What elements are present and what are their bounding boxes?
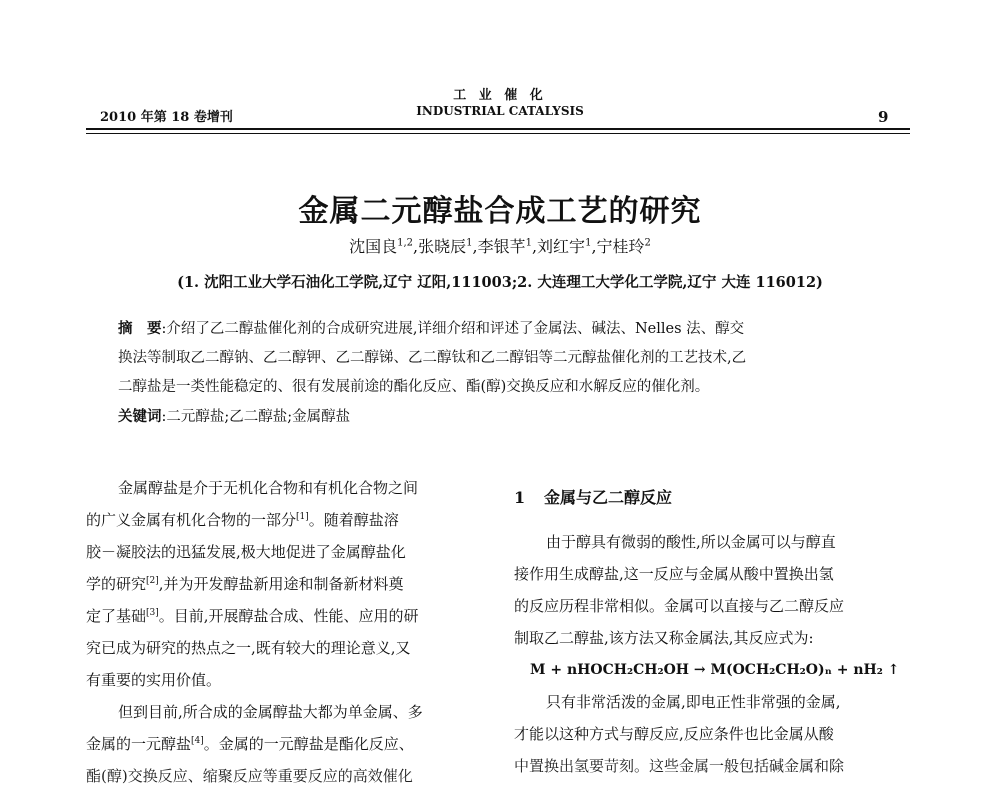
journal-name-cn: 工 业 催 化 [453, 88, 547, 103]
abstract [118, 314, 888, 432]
body-line: 的广义金属有机化合物的一部分[1]。随着醇盐溶 [86, 511, 399, 529]
citation: [2] [146, 576, 159, 586]
journal-issue: 2010 年第 18 卷增刊 [100, 110, 233, 125]
body-line: 定了基础[3]。目前,开展醇盐合成、性能、应用的研 [86, 607, 419, 625]
author-name: 刘红宇 [537, 237, 586, 256]
keywords-label: 关键词 [118, 408, 162, 425]
abstract-label: 摘 要 [118, 320, 162, 337]
body-line: 胶－凝胶法的迅猛发展,极大地促进了金属醇盐化 [86, 543, 406, 561]
journal-header [0, 88, 1000, 118]
body-line: 中置换出氢要苛刻。这些金属一般包括碱金属和除 [514, 757, 845, 775]
body-line: 制取乙二醇盐,该方法又称金属法,其反应式为: [514, 629, 814, 647]
section-title: 金属与乙二醇反应 [544, 488, 673, 507]
body-line: 学的研究[2],并为开发醇盐新用途和制备新材料奠 [86, 575, 404, 593]
author-affil-mark: 1,2 [397, 237, 413, 249]
author-name: 张晓辰 [418, 237, 467, 256]
author-affil-mark: 1 [466, 237, 473, 249]
body-line: 由于醇具有微弱的酸性,所以金属可以与醇直 [546, 533, 836, 551]
reaction-equation: M + nHOCH₂CH₂OH → M(OCH₂CH₂O)ₙ + nH₂ ↑ [530, 662, 900, 678]
body-line: 只有非常活泼的金属,即电正性非常强的金属, [546, 693, 841, 711]
keywords [118, 402, 888, 432]
author-affil-mark: 1 [585, 237, 592, 249]
section-number: 1 [514, 488, 526, 507]
abstract-line: 摘 要:介绍了乙二醇盐催化剂的合成研究进展,详细介绍和评述了金属法、碱法、Nelles 法、醇交 [118, 320, 745, 337]
author-affil-mark: 1 [525, 237, 532, 249]
body-column-right [514, 480, 916, 782]
body-line: 金属的一元醇盐[4]。金属的一元醇盐是酯化反应、 [86, 735, 414, 753]
author-affil-mark: 2 [644, 237, 651, 249]
citation: [4] [191, 736, 204, 746]
abstract-line: 换法等制取乙二醇钠、乙二醇钾、乙二醇锑、乙二醇钛和乙二醇铝等二元醇盐催化剂的工艺技术,乙 [118, 350, 747, 366]
body-line: 金属醇盐是介于无机化合物和有机化合物之间 [118, 479, 419, 497]
header-rule-thick [86, 128, 910, 130]
author-name: 沈国良 [349, 237, 398, 256]
author-name: 宁桂玲 [596, 237, 645, 256]
keywords-value: :二元醇盐;乙二醇盐;金属醇盐 [161, 409, 351, 425]
author-list: 沈国良$^{1,2}$,张晓辰$^1$,李银芊$^1$,刘红宇$^1$,宁桂玲$^2$ [349, 237, 651, 256]
body-line: 有重要的实用价值。 [86, 671, 222, 689]
citation: [3] [146, 608, 159, 618]
citation: [1] [296, 512, 309, 522]
abstract-line: 二醇盐是一类性能稳定的、很有发展前途的酯化反应、酯(醇)交换反应和水解反应的催化剂。 [118, 379, 710, 395]
body-column-left [86, 472, 494, 792]
body-line: 但到目前,所合成的金属醇盐大都为单金属、多 [118, 703, 423, 721]
author-name: 李银芊 [477, 237, 526, 256]
body-line: 究已成为研究的热点之一,既有较大的理论意义,又 [86, 639, 411, 657]
article-title: 金属二元醇盐合成工艺的研究 [298, 194, 702, 229]
body-line: 酯(醇)交换反应、缩聚反应等重要反应的高效催化 [86, 767, 413, 785]
affiliations: (1. 沈阳工业大学石油化工学院,辽宁 辽阳,111003;2. 大连理工大学化工学院,辽宁 大连 116012) [177, 274, 823, 291]
body-line: 的反应历程非常相似。金属可以直接与乙二醇反应 [514, 597, 845, 615]
header-rule-thin [86, 133, 910, 134]
page-number: 9 [878, 108, 889, 126]
journal-name-en: INDUSTRIAL CATALYSIS [416, 104, 584, 118]
section-heading [514, 480, 916, 516]
body-line: 才能以这种方式与醇反应,反应条件也比金属从酸 [514, 725, 834, 743]
body-line: 接作用生成醇盐,这一反应与金属从酸中置换出氢 [514, 565, 834, 583]
